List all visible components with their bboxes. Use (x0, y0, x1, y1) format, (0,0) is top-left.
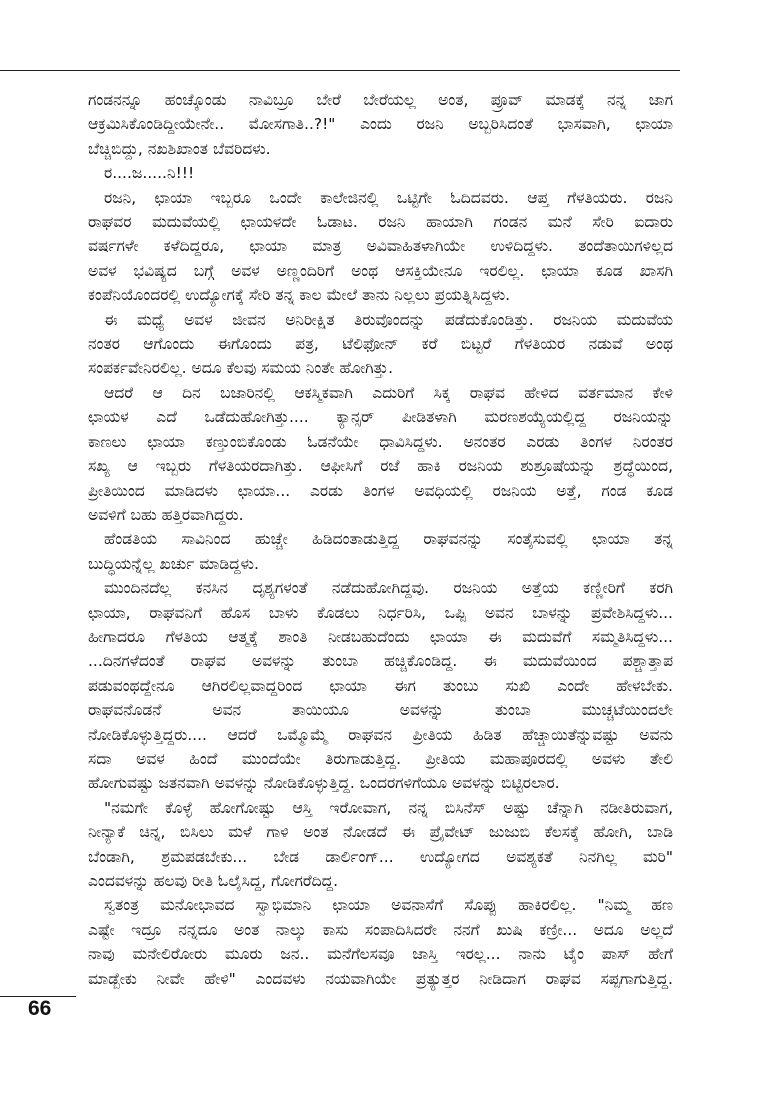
text-line: ಸ್ವತಂತ್ರ ಮನೋಭಾವದ ಸ್ವಾಭಿಮಾನಿ ಛಾಯಾ ಅವನಾಸೆಗೆ ಸೊಪ್ಪು ಹಾಕಿರಲಿಲ್ಲ. "ನಿಮ್ಮ ಹಣ (104, 896, 673, 915)
text-line: ಮಾಡ್ಬೇಕು ನೀವೇ ಹೇಳಿ" ಎಂದವಳು ನಯವಾಗಿಯೇ ಪ್ರತ್ಯುತ್ತರ ನೀಡಿದಾಗ ರಾಘವ ಸಪ್ಪಗಾಗುತ್ತಿದ್ದ. (88, 969, 673, 988)
text-line: ಮುಂದಿನದೆಲ್ಲ ಕನಸಿನ ದೃಶ್ಯಗಳಂತೆ ನಡೆದುಹೋಗಿದ್ದವು. ರಜನಿಯ ಅತ್ತೆಯ ಕಣ್ಣೀರಿಗೆ ಕರಗಿ (104, 579, 673, 598)
text-line: ನೋಡಿಕೊಳ್ಳುತ್ತಿದ್ದರು.... ಆದರೆ ಒಮ್ಮೊಮ್ಮೆ ರಾಘವನ ಪ್ರೀತಿಯ ಹಿಡಿತ ಹೆಚ್ಚಾಯಿತೆನ್ನುವಷ್ಟು ಅವನು (88, 725, 673, 744)
text-line: ಬೆಂಡಾಗಿ, ಶ್ರಮಪಡಬೇಕು... ಬೇಡ ಡಾರ್ಲಿಂಗ್... ಉದ್ಯೋಗದ ಅವಶ್ಯಕತೆ ನಿನಗಿಲ್ಲ ಮರಿ" (88, 847, 673, 866)
text-line: ಸಂಪರ್ಕವೇನಿರಲಿಲ್ಲ. ಅದೂ ಕೆಲವು ಸಮಯ ನಿಂತೇ ಹೋಗಿತ್ತು. (88, 359, 394, 378)
story-text (88, 88, 673, 991)
text-line: ಛಾಯಾ, ರಾಘವನಿಗೆ ಹೊಸ ಬಾಳು ಕೊಡಲು ನಿರ್ಧರಿಸಿ, ಒಪ್ಪಿ ಅವನ ಬಾಳನ್ನು ಪ್ರವೇಶಿಸಿದ್ದಳು... (88, 603, 673, 622)
text-line: ಬೆಚ್ಚಿಬಿದ್ದು, ನಖಶಿಖಾಂತ ಬೆವರಿದಳು. (88, 139, 271, 158)
text-line: ಪ್ರೀತಿಯಿಂದ ಮಾಡಿದಳು ಛಾಯಾ... ಎರಡು ತಿಂಗಳ ಅವಧಿಯಲ್ಲಿ ರಜನಿಯ ಅತ್ತೆ, ಗಂಡ ಕೂಡ (88, 481, 673, 500)
text-line: ಗಂಡನನ್ನೂ ಹಂಚ್ಕೊಂಡು ನಾವಿಬ್ರೂ ಬೇರೆ ಬೇರೆಯಲ್ಲ ಅಂತ, ಪ್ರೂವ್ ಮಾಡಕ್ಕೆ ನನ್ನ ಜಾಗ (88, 91, 673, 109)
text-line: "ನಮಗೇ ಕೊಳ್ಳೆ ಹೋಗೋಷ್ಟು ಆಸ್ತಿ ಇರೋವಾಗ, ನನ್ನ ಬಿಸಿನೆಸ್ ಅಷ್ಟು ಚೆನ್ನಾಗಿ ನಡೀತಿರುವಾಗ, (104, 798, 673, 817)
text-line: ಸದಾ ಅವಳ ಹಿಂದೆ ಮುಂದೆಯೇ ತಿರುಗಾಡುತ್ತಿದ್ದ. ಪ್ರೀತಿಯ ಮಹಾಪೂರದಲ್ಲಿ ಅವಳು ತೇಲಿ (88, 749, 673, 768)
text-line: ಹೋಗುವಷ್ಟು ಜತನವಾಗಿ ಅವಳನ್ನು ನೋಡಿಕೊಳ್ಳುತ್ತಿದ್ದ. ಒಂದರಗಳಿಗೆಯೂ ಅವಳನ್ನು ಬಿಟ್ಟಿರಲಾರ. (88, 774, 560, 793)
text-line: ಸಖ್ಯ ಆ ಇಬ್ಬರು ಗೆಳತಿಯರದಾಗಿತ್ತು. ಆಫೀಸಿಗೆ ರಜೆ ಹಾಕಿ ರಜನಿಯ ಶುಶ್ರೂಷೆಯನ್ನು ಶ್ರದ್ಧೆಯಿಂದ, (88, 457, 673, 476)
text-line: ಈ ಮಧ್ಯೆ ಅವಳ ಜೀವನ ಅನಿರೀಕ್ಷಿತ ತಿರುವೊಂದನ್ನು ಪಡೆದುಕೊಂಡಿತ್ತು. ರಜನಿಯ ಮದುವೆಯ (104, 310, 673, 329)
text-line: ರ....ಜ.....ನಿ!!! (104, 164, 195, 183)
text-line: ನಂತರ ಆಗೊಂದು ಈಗೊಂದು ಪತ್ರ, ಟೆಲಿಫೋನ್ ಕರೆ ಬಿಟ್ಟರೆ ಗೆಳತಿಯರ ನಡುವೆ ಅಂಥ (88, 335, 673, 354)
text-line: ಹೀಗಾದರೂ ಗೆಳತಿಯ ಆತ್ಮಕ್ಕೆ ಶಾಂತಿ ನೀಡಬಹುದೆಂದು ಛಾಯಾ ಈ ಮದುವೆಗೆ ಸಮ್ಮತಿಸಿದ್ದಳು... (88, 627, 673, 646)
text-line: ಛಾಯಳ ಎದೆ ಒಡೆದುಹೋಗಿತ್ತು.... ಕ್ಯಾನ್ಸರ್ ಪೀಡಿತಳಾಗಿ ಮರಣಶಯ್ಯೆಯಲ್ಲಿದ್ದ ರಜನಿಯನ್ನು (88, 408, 673, 427)
text-line: ರಜನಿ, ಛಾಯಾ ಇಬ್ಬರೂ ಒಂದೇ ಕಾಲೇಜಿನಲ್ಲಿ ಒಟ್ಟಿಗೇ ಓದಿದವರು. ಆಪ್ತ ಗೆಳತಿಯರು. ರಜನಿ (104, 188, 673, 207)
text-line: ಕಾಣಲು ಛಾಯಾ ಕಣ್ತುಂಬಿಕೊಂಡು ಓಡನೆಯೇ ಧಾವಿಸಿದ್ದಳು. ಅನಂತರ ಎರಡು ತಿಂಗಳ ನಿರಂತರ (88, 432, 673, 451)
text-line: ನೀನ್ಯಾಕೆ ಚಿನ್ನ, ಬಿಸಿಲು ಮಳೆ ಗಾಳಿ ಅಂತ ನೋಡದೆ ಈ ಪ್ರೈವೇಟ್ ಜುಜುಬಿ ಕೆಲಸಕ್ಕೆ ಹೋಗಿ, ಬಾಡಿ (88, 823, 673, 842)
text-line: ಆಕ್ರಮಿಸಿಕೊಂಡಿದ್ದೀಯೇನೇ.. ಮೋಸಗಾತಿ..?!" ಎಂದು ರಜನಿ ಅಬ್ಬರಿಸಿದಂತೆ ಭಾಸವಾಗಿ, ಛಾಯಾ (88, 115, 673, 134)
text-line: ರಾಘವನೊಡನೆ ಅವನ ತಾಯಿಯೂ ಅವಳನ್ನು ತುಂಬಾ ಮುಚ್ಚಟೆಯಿಂದಲೇ (88, 701, 673, 720)
text-line: ಪಡುವಂಥದ್ದೇನೂ ಆಗಿರಲಿಲ್ಲವಾದ್ದರಿಂದ ಛಾಯಾ ಈಗ ತುಂಬು ಸುಖಿ ಎಂದೇ ಹೇಳಬೇಕು. (88, 676, 673, 695)
top-rule (0, 70, 680, 71)
text-line: ನಾವು ಮನೇಲಿರೋರು ಮೂರು ಜನ.. ಮನೆಗೆಲಸವೂ ಜಾಸ್ತಿ ಇರಲ್ಲ... ನಾನು ಟೈಂ ಪಾಸ್ ಹೇಗೆ (88, 945, 673, 964)
text-line: ರಾಘವರ ಮದುವೆಯಲ್ಲಿ ಛಾಯಳದೇ ಓಡಾಟ. ರಜನಿ ಹಾಯಾಗಿ ಗಂಡನ ಮನೆ ಸೇರಿ ಐದಾರು (88, 213, 673, 232)
text-line: ...ದಿನಗಳೆದಂತೆ ರಾಘವ ಅವಳನ್ನು ತುಂಬಾ ಹಚ್ಚಿಕೊಂಡಿದ್ದ. ಈ ಮದುವೆಯಿಂದ ಪಶ್ಚಾತ್ತಾಪ (88, 652, 673, 671)
text-line: ಅವಳ ಭವಿಷ್ಯದ ಬಗ್ಗೆ ಅವಳ ಅಣ್ಣಂದಿರಿಗೆ ಅಂಥ ಆಸಕ್ತಿಯೇನೂ ಇರಲಿಲ್ಲ. ಛಾಯಾ ಕೂಡ ಖಾಸಗಿ (88, 261, 673, 280)
text-line: ಅವಳಿಗೆ ಬಹು ಹತ್ತಿರವಾಗಿದ್ದರು. (88, 505, 244, 524)
text-line: ಕಂಪೆನಿಯೊಂದರಲ್ಲಿ ಉದ್ಯೋಗಕ್ಕೆ ಸೇರಿ ತನ್ನ ಕಾಲ ಮೇಲೆ ತಾನು ನಿಲ್ಲಲು ಪ್ರಯತ್ನಿಸಿದ್ದಳು. (88, 286, 511, 305)
text-line: ಆದರೆ ಆ ದಿನ ಬಜಾರಿನಲ್ಲಿ ಆಕಸ್ಮಿಕವಾಗಿ ಎದುರಿಗೆ ಸಿಕ್ಕ ರಾಘವ ಹೇಳಿದ ವರ್ತಮಾನ ಕೇಳಿ (104, 383, 673, 402)
text-line: ಎಷ್ಟೇ ಇದ್ರೂ ನನ್ನದೂ ಅಂತ ನಾಲ್ಕು ಕಾಸು ಸಂಪಾದಿಸಿದರೇ ನನಗೆ ಖುಷಿ ಕಣ್ರೀ... ಅದೂ ಅಲ್ಲದೆ (88, 920, 673, 939)
text-line: ಬುದ್ಧಿಯನ್ನೆಲ್ಲ ಖರ್ಚು ಮಾಡಿದ್ದಳು. (88, 554, 259, 573)
text-line: ಹೆಂಡತಿಯ ಸಾವಿನಿಂದ ಹುಚ್ಚೇ ಹಿಡಿದಂತಾಡುತ್ತಿದ್ದ ರಾಘವನನ್ನು ಸಂತೈಸುವಲ್ಲಿ ಛಾಯಾ ತನ್ನ (104, 530, 673, 549)
text-line: ಎಂದವಳನ್ನು ಹಲವು ರೀತಿ ಓಲೈಸಿದ್ದ, ಗೋಗರೆದಿದ್ದ. (88, 872, 339, 890)
page-number: 66 (28, 997, 52, 1020)
text-line: ವರ್ಷಗಳೇ ಕಳೆದಿದ್ದರೂ, ಛಾಯಾ ಮಾತ್ರ ಅವಿವಾಹಿತಳಾಗಿಯೇ ಉಳಿದಿದ್ದಳು. ತಂದೆತಾಯಿಗಳಿಲ್ಲದ (88, 237, 673, 256)
